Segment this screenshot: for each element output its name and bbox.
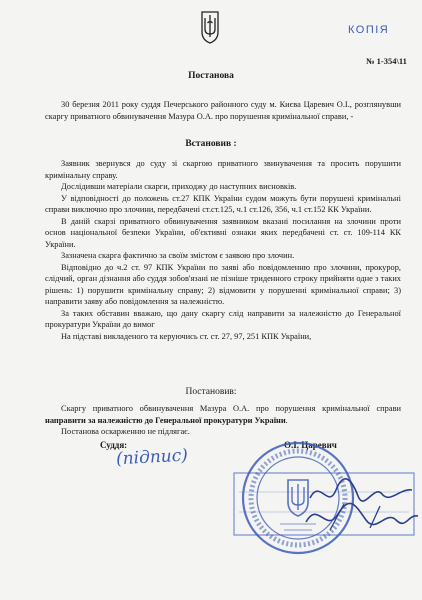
finding-paragraph: Заявник звернувся до суду зі скаргою приватного звинувачення та просить порушити кримінальну справу.	[45, 159, 401, 180]
finding-paragraph: На підставі викладеного та керуючись ст. ст. 27, 97, 251 КПК України,	[61, 331, 312, 341]
intro-text: 30 березня 2011 року суддя Печерського районного суду м. Києва Царевич О.І., розглянувши скаргу приватного обвинувачення Мазура О.А. про порушення кримінальної справи, -	[45, 100, 401, 121]
finding-paragraph: Зазначена скарга фактично за своїм змістом є заявою про злочин.	[61, 251, 295, 260]
judge-label: Суддя:	[100, 440, 128, 450]
findings-section	[45, 158, 401, 342]
document-title: Постанова	[188, 71, 234, 81]
handwritten-signature-icon	[300, 470, 420, 540]
copy-mark: КОПІЯ	[348, 24, 390, 36]
resolution-bold-text: направити за належністю до Генеральної прокуратури України	[45, 415, 286, 425]
intro-paragraph	[45, 99, 401, 122]
finding-paragraph: За таких обставин вважаю, що дану скаргу слід направити за належністю до Генеральної прокуратури України до вимог	[45, 308, 401, 329]
handwritten-text: (підпис)	[115, 445, 189, 470]
found-heading: Встановив :	[185, 139, 237, 149]
resolution-text-end: .	[285, 415, 288, 425]
finding-paragraph: В даній скарзі приватного обвинувачення заявником вказані посилання на злочини проти основ національної безпеки України, об'єктивні ознаки яких передбачені ст. ст. 109-114 КК України.	[45, 216, 401, 249]
resolution-paragraph	[45, 403, 401, 426]
finding-paragraph: Відповідно до ч.2 ст. 97 КПК України по заяві або повідомленню про злочини, прокурор, слідчий, орган дізнання або суддя зобов'язані не пізніше триденного строку прийняти одне з таких рішень: 1) порушити кримінальну справу; 2) відмовити у порушенні кримінальної справи; 3) направити заяву або повідомлення за належністю.	[45, 262, 401, 306]
resolution-heading: Постановив:	[185, 387, 237, 397]
finding-paragraph: Дослідивши матеріали скарги, приходжу до наступних висновків.	[61, 182, 297, 191]
judge-name: О.І. Царевич	[284, 440, 337, 450]
finding-paragraph: У відповідності до положень ст.27 КПК України судом можуть бути порушені кримінальні справи виключно про злочини, передбачені ст.ст.125, ч.1 ст.126, 356, ч.1 ст.152 КК України.	[45, 193, 401, 214]
trident-coat-of-arms-icon	[200, 10, 220, 44]
resolution-section	[45, 403, 401, 438]
handwritten-signature-mark	[110, 438, 220, 474]
resolution-text: Скаргу приватного обвинувачення Мазура О.А. про порушення кримінальної справи	[61, 404, 401, 413]
final-note: Постанова оскарженню не підлягає.	[61, 427, 190, 436]
case-number: № 1-354\11	[366, 56, 407, 66]
